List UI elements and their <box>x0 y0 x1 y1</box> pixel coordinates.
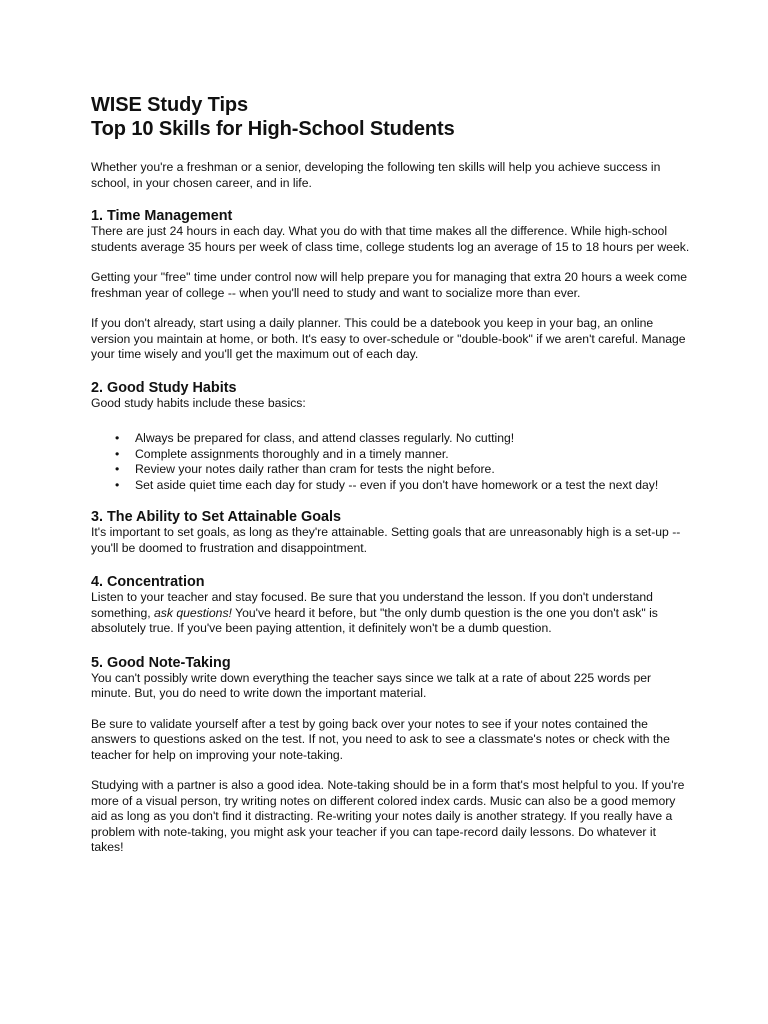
document-body <box>91 93 691 871</box>
section-1-paragraph-2: Getting your "free" time under control now will help prepare you for managing that extra 20 hours a week come freshman year of college -- when you'll need to study and want to socialize more than ever. <box>91 270 687 300</box>
title-line-1: WISE Study Tips <box>91 94 249 116</box>
document-title <box>91 93 691 141</box>
section-4-paragraph-1 <box>91 590 691 637</box>
section-2-heading: 2. Good Study Habits <box>91 379 237 396</box>
section-1-heading: 1. Time Management <box>91 208 233 224</box>
intro-paragraph: Whether you're a freshman or a senior, developing the following ten skills will help you achieve success in school, in your chosen career, and in life. <box>91 160 661 190</box>
section-5-paragraph-3: Studying with a partner is also a good idea. Note-taking should be in a form that's most helpful to you. If you're more of a visual person, try writing notes on different colored index cards. Music can also be a good memory aid as long as you don't find it distracting. Re-writing your notes daily is another strategy. If you really have a problem with note-taking, you might ask your teacher if you can tape-record daily lessons. Do whatever it takes! <box>91 778 685 854</box>
list-item: • Complete assignments thoroughly and in a timely manner. <box>91 447 691 463</box>
section-4-heading: 4. Concentration <box>91 574 205 590</box>
section-3-paragraph-1: It's important to set goals, as long as they're attainable. Setting goals that are unreasonably high is a set-up -- you'll be doomed to frustration and disappointment. <box>91 525 681 555</box>
list-item: • Always be prepared for class, and attend classes regularly. No cutting! <box>91 431 691 447</box>
section-5-paragraph-2: Be sure to validate yourself after a test by going back over your notes to see if your notes contained the answers to questions asked on the test. If not, you need to ask to see a classmate's notes or check with the teacher for help on improving your note-taking. <box>91 716 670 762</box>
study-habits-list <box>91 431 691 493</box>
list-item: • Set aside quiet time each day for study -- even if you don't have homework or a test the next day! <box>91 478 691 494</box>
section-4-text-a: Listen to your teacher and stay focused. Be sure that you understand the lesson. If you don't understand something, <box>91 590 653 620</box>
section-5-heading: 5. Good Note-Taking <box>91 654 231 671</box>
list-item: • Review your notes daily rather than cram for tests the night before. <box>91 462 691 478</box>
section-1-paragraph-3: If you don't already, start using a daily planner. This could be a datebook you keep in your bag, an online version you maintain at home, or both. It's easy to over-schedule or "double-book" if we aren't careful. Manage your time wisely and you'll get the maximum out of each day. <box>91 316 686 361</box>
section-3-heading: 3. The Ability to Set Attainable Goals <box>91 509 342 525</box>
section-1-paragraph-1: There are just 24 hours in each day. What you do with that time makes all the difference. While high-school students average 35 hours per week of class time, college students log an average of 15 to 18 hours per week. <box>91 224 690 254</box>
section-4-text-b: You've heard it before, but "the only dumb question is the one you don't ask" is absolutely true. If you've been paying attention, it definitely won't be a dumb question. <box>91 605 658 635</box>
section-5-paragraph-1: You can't possibly write down everything the teacher says since we talk at a rate of about 225 words per minute. But, you do need to write down the important material. <box>91 670 652 700</box>
title-line-2: Top 10 Skills for High-School Students <box>91 118 455 140</box>
section-4-emphasis: ask questions! <box>154 605 232 620</box>
section-2-paragraph-1: Good study habits include these basics: <box>91 395 306 410</box>
